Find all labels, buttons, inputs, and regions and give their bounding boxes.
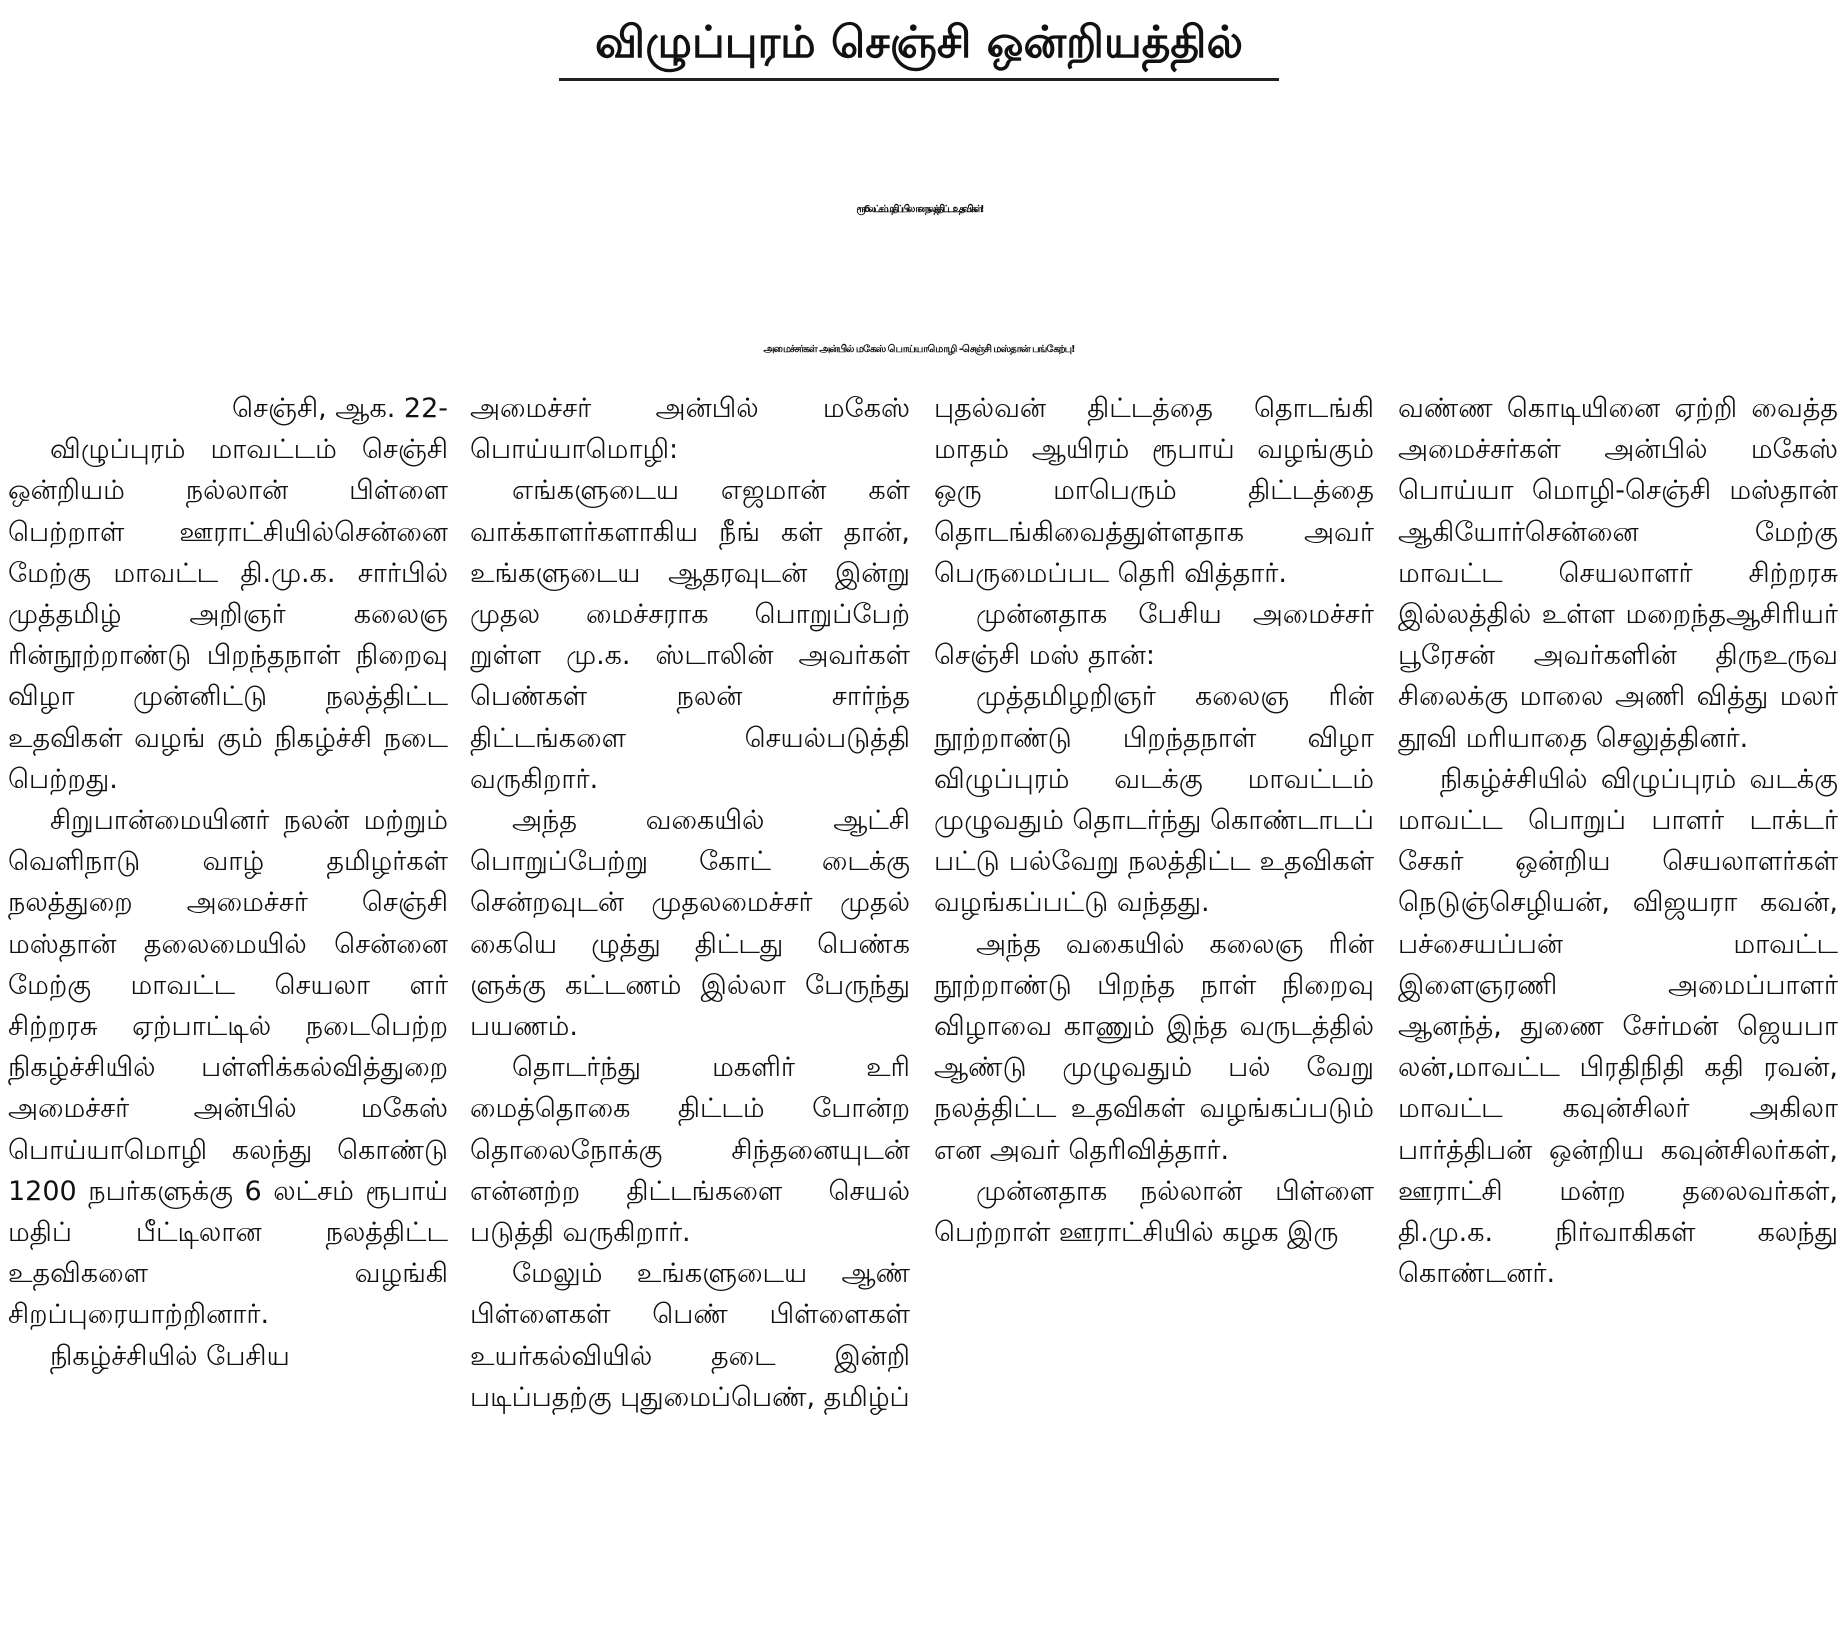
subheadline: அமைச்சர்கள் அன்பில் மகேஸ் பொய்யாமொழி -செஞ்சி மஸ்தான் பங்கேற்பு! bbox=[763, 344, 1075, 355]
article-paragraph: நிகழ்ச்சியில் விழுப்புரம் வடக்கு மாவட்ட பொறுப் பாளர் டாக்டர் சேகர் ஒன்றிய செயலாளர்கள் நெடுஞ்செழியன், விஜயரா கவன், பச்சையப்பன் மாவட்ட இளைஞரணி அமைப்பாளர் ஆனந்த், துணை சேர்மன் ஜெயபா லன்,மாவட்ட பிரதிநிதி கதி ரவன், மாவட்ட கவுன்சிலர் அகிலா பார்த்திபன் ஒன்றிய கவுன்சிலர்கள், ஊராட்சி மன்ற தலைவர்கள், தி.மு.க. நிர்வாகிகள் கலந்து கொண்டனர். bbox=[1398, 763, 1838, 1290]
article-column-4 bbox=[1398, 388, 1838, 1628]
article-column-1 bbox=[8, 388, 448, 1628]
dateline: செஞ்சி, ஆக. 22- bbox=[232, 393, 448, 424]
article-paragraph: முத்தமிழறிஞர் கலைஞ ரின் நூற்றாண்டு பிறந்தநாள் விழா விழுப்புரம் வடக்கு மாவட்டம் முழுவதும் தொடர்ந்து கொண்டாடப் பட்டு பல்வேறு நலத்திட்ட உதவிகள் வழங்கப்பட்டு வந்தது. bbox=[934, 681, 1374, 919]
kicker-heading bbox=[0, 8, 1838, 81]
article-column-3 bbox=[934, 388, 1374, 1628]
article-paragraph: அந்த வகையில் கலைஞ ரின் நூற்றாண்டு பிறந்த நாள் நிறைவு விழாவை காணும் இந்த வருடத்தில் ஆண்டு முழுவதும் பல் வேறு நலத்திட்ட உதவிகள் வழங்கப்படும் என அவர் தெரிவித்தார். bbox=[934, 928, 1374, 1166]
article-column-2 bbox=[470, 388, 910, 1628]
article-paragraph: வண்ண கொடியினை ஏற்றி வைத்த அமைச்சர்கள் அன்பில் மகேஸ் பொய்யா மொழி-செஞ்சி மஸ்தான் ஆகியோர்சென்னை மேற்கு மாவட்ட செயலாளர் சிற்றரசு இல்லத்தில் உள்ள மறைந்தஆசிரியர் பூரேசன் அவர்களின் திருஉருவ சிலைக்கு மாலை அணி வித்து மலர் தூவி மரியாதை செலுத்தினர். bbox=[1398, 393, 1838, 754]
kicker-text: விழுப்புரம் செஞ்சி ஒன்றியத்தில் bbox=[559, 8, 1279, 81]
article-paragraph: மேலும் உங்களுடைய ஆண் பிள்ளைகள் பெண் பிள்ளைகள் உயர்கல்வியில் தடை இன்றி படிப்பதற்கு புதுமைப்பெண், தமிழ்ப் bbox=[470, 1258, 910, 1413]
article-paragraph: அமைச்சர் அன்பில் மகேஸ் பொய்யாமொழி: bbox=[470, 393, 910, 466]
article-paragraph: தொடர்ந்து மகளிர் உரி மைத்தொகை திட்டம் போன்ற தொலைநோக்கு சிந்தனையுடன் என்னற்ற திட்டங்களை செயல் படுத்தி வருகிறார். bbox=[470, 1052, 910, 1249]
article-paragraph: அந்த வகையில் ஆட்சி பொறுப்பேற்று கோட் டைக்கு சென்றவுடன் முதலமைச்சர் முதல் கையெ ழுத்து திட்டது பெண்க ளுக்கு கட்டணம் இல்லா பேருந்து பயணம். bbox=[470, 805, 910, 1043]
headline: ரூ.6 லட்சம் மதிப்பிலான நலத்திட்ட உதவிகள்! bbox=[856, 204, 982, 215]
article-paragraph: நிகழ்ச்சியில் பேசிய bbox=[50, 1340, 290, 1372]
article-paragraph: புதல்வன் திட்டத்தை தொடங்கி மாதம் ஆயிரம் ரூபாய் வழங்கும் ஒரு மாபெரும் திட்டத்தை தொடங்கிவைத்துள்ளதாக அவர் பெருமைப்பட தெரி வித்தார். bbox=[934, 393, 1374, 589]
article-paragraph: முன்னதாக பேசிய அமைச்சர் செஞ்சி மஸ் தான்: bbox=[934, 599, 1374, 672]
article-body bbox=[8, 388, 1838, 1628]
article-paragraph: விழுப்புரம் மாவட்டம் செஞ்சி ஒன்றியம் நல்லான் பிள்ளை பெற்றாள் ஊராட்சியில்சென்னை மேற்கு மாவட்ட தி.மு.க. சார்பில் முத்தமிழ் அறிஞர் கலைஞ ரின்நூற்றாண்டு பிறந்தநாள் நிறைவு விழா முன்னிட்டு நலத்திட்ட உதவிகள் வழங் கும் நிகழ்ச்சி நடை பெற்றது. bbox=[8, 434, 448, 795]
article-paragraph: முன்னதாக நல்லான் பிள்ளை பெற்றாள் ஊராட்சியில் கழக இரு bbox=[934, 1175, 1374, 1249]
article-paragraph: சிறுபான்மையினர் நலன் மற்றும் வெளிநாடு வாழ் தமிழர்கள் நலத்துறை அமைச்சர் செஞ்சி மஸ்தான் தலைமையில் சென்னை மேற்கு மாவட்ட செயலா ளர் சிற்றரசு ஏற்பாட்டில் நடைபெற்ற நிகழ்ச்சியில் பள்ளிக்கல்வித்துறை அமைச்சர் அன்பில் மகேஸ் பொய்யாமொழி கலந்து கொண்டு 1200 நபர்களுக்கு 6 லட்சம் ரூபாய் மதிப் பீட்டிலான நலத்திட்ட உதவிகளை வழங்கி சிறப்புரையாற்றினார். bbox=[8, 805, 448, 1331]
article-paragraph: எங்களுடைய எஜமான் கள் வாக்காளர்களாகிய நீங் கள் தான், உங்களுடைய ஆதரவுடன் இன்று முதல மைச்சராக பொறுப்பேற் றுள்ள மு.க. ஸ்டாலின் அவர்கள் பெண்கள் நலன் சார்ந்த திட்டங்களை செயல்படுத்தி வருகிறார். bbox=[470, 475, 910, 795]
